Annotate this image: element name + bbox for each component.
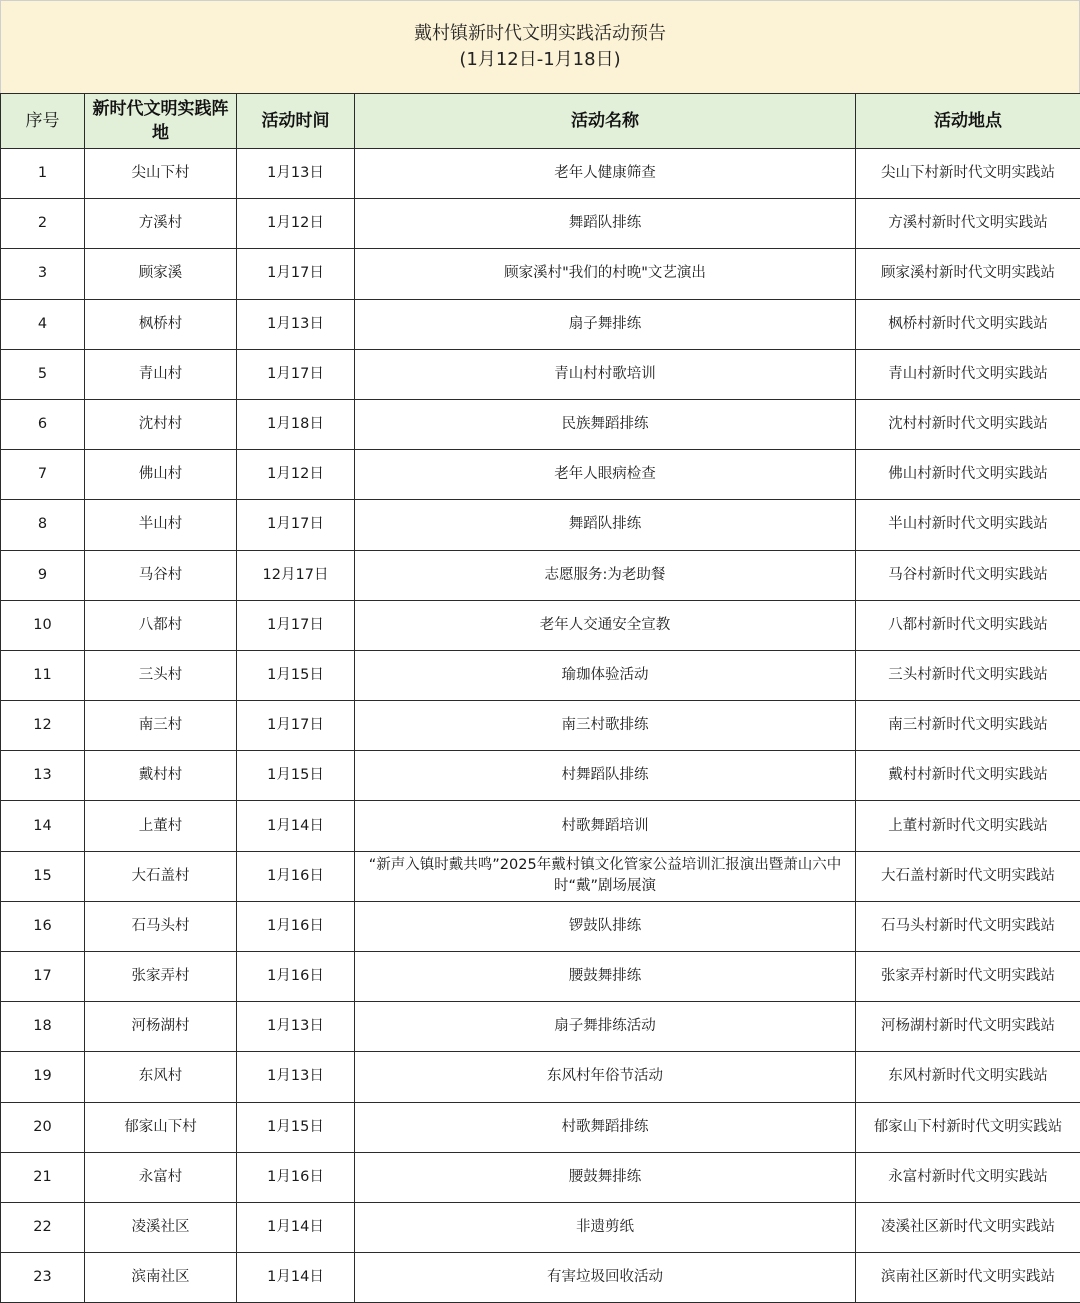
header-venue: 新时代文明实践阵地 xyxy=(85,94,237,149)
cell-seq: 23 xyxy=(1,1253,85,1303)
cell-seq: 10 xyxy=(1,600,85,650)
cell-location: 大石盖村新时代文明实践站 xyxy=(856,851,1080,901)
page-title: 戴村镇新时代文明实践活动预告 xyxy=(414,23,666,44)
cell-venue: 张家弄村 xyxy=(85,952,237,1002)
cell-name: 锣鼓队排练 xyxy=(355,901,856,951)
table-row xyxy=(1,701,1080,751)
table-row xyxy=(1,801,1080,851)
cell-seq: 9 xyxy=(1,550,85,600)
cell-time: 1月14日 xyxy=(237,801,355,851)
cell-time: 1月16日 xyxy=(237,851,355,901)
cell-venue: 方溪村 xyxy=(85,199,237,249)
cell-name: 村歌舞蹈培训 xyxy=(355,801,856,851)
cell-seq: 18 xyxy=(1,1002,85,1052)
cell-seq: 4 xyxy=(1,299,85,349)
cell-venue: 戴村村 xyxy=(85,751,237,801)
cell-name: 南三村歌排练 xyxy=(355,701,856,751)
table-row xyxy=(1,901,1080,951)
table-row xyxy=(1,1202,1080,1252)
cell-location: 石马头村新时代文明实践站 xyxy=(856,901,1080,951)
cell-name: 东风村年俗节活动 xyxy=(355,1052,856,1102)
cell-venue: 枫桥村 xyxy=(85,299,237,349)
cell-venue: 沈村村 xyxy=(85,399,237,449)
cell-time: 1月15日 xyxy=(237,1102,355,1152)
cell-time: 1月17日 xyxy=(237,600,355,650)
cell-venue: 佛山村 xyxy=(85,450,237,500)
cell-seq: 8 xyxy=(1,500,85,550)
cell-venue: 永富村 xyxy=(85,1152,237,1202)
table-row xyxy=(1,450,1080,500)
cell-time: 1月14日 xyxy=(237,1202,355,1252)
cell-seq: 21 xyxy=(1,1152,85,1202)
cell-seq: 5 xyxy=(1,349,85,399)
cell-venue: 三头村 xyxy=(85,650,237,700)
cell-time: 12月17日 xyxy=(237,550,355,600)
cell-name: 腰鼓舞排练 xyxy=(355,952,856,1002)
cell-venue: 八都村 xyxy=(85,600,237,650)
table-row xyxy=(1,1253,1080,1303)
cell-seq: 19 xyxy=(1,1052,85,1102)
table-row xyxy=(1,650,1080,700)
cell-location: 南三村新时代文明实践站 xyxy=(856,701,1080,751)
cell-venue: 凌溪社区 xyxy=(85,1202,237,1252)
cell-time: 1月13日 xyxy=(237,299,355,349)
schedule-table xyxy=(0,93,1080,1303)
table-row xyxy=(1,149,1080,199)
table-row xyxy=(1,399,1080,449)
cell-name: 舞蹈队排练 xyxy=(355,199,856,249)
cell-name: 民族舞蹈排练 xyxy=(355,399,856,449)
cell-name: 老年人健康筛查 xyxy=(355,149,856,199)
cell-location: 半山村新时代文明实践站 xyxy=(856,500,1080,550)
cell-time: 1月12日 xyxy=(237,199,355,249)
cell-seq: 15 xyxy=(1,851,85,901)
cell-seq: 16 xyxy=(1,901,85,951)
cell-location: 张家弄村新时代文明实践站 xyxy=(856,952,1080,1002)
cell-name: 老年人交通安全宣教 xyxy=(355,600,856,650)
table-row xyxy=(1,1152,1080,1202)
cell-location: 青山村新时代文明实践站 xyxy=(856,349,1080,399)
table-row xyxy=(1,500,1080,550)
cell-location: 戴村村新时代文明实践站 xyxy=(856,751,1080,801)
cell-venue: 尖山下村 xyxy=(85,149,237,199)
cell-name: 扇子舞排练活动 xyxy=(355,1002,856,1052)
cell-seq: 3 xyxy=(1,249,85,299)
cell-location: 马谷村新时代文明实践站 xyxy=(856,550,1080,600)
table-row xyxy=(1,550,1080,600)
cell-name: 志愿服务:为老助餐 xyxy=(355,550,856,600)
cell-name: 瑜珈体验活动 xyxy=(355,650,856,700)
cell-time: 1月13日 xyxy=(237,1052,355,1102)
table-row xyxy=(1,952,1080,1002)
header-seq: 序号 xyxy=(1,94,85,149)
cell-name: 顾家溪村"我们的村晚"文艺演出 xyxy=(355,249,856,299)
table-row xyxy=(1,249,1080,299)
cell-venue: 郁家山下村 xyxy=(85,1102,237,1152)
cell-venue: 半山村 xyxy=(85,500,237,550)
table-body xyxy=(1,149,1080,1303)
table-row xyxy=(1,751,1080,801)
cell-venue: 青山村 xyxy=(85,349,237,399)
header-location: 活动地点 xyxy=(856,94,1080,149)
cell-seq: 11 xyxy=(1,650,85,700)
cell-name: 青山村村歌培训 xyxy=(355,349,856,399)
table-header-row xyxy=(1,94,1080,149)
cell-time: 1月17日 xyxy=(237,500,355,550)
cell-venue: 南三村 xyxy=(85,701,237,751)
cell-name: 村舞蹈队排练 xyxy=(355,751,856,801)
cell-name: 非遗剪纸 xyxy=(355,1202,856,1252)
cell-seq: 17 xyxy=(1,952,85,1002)
cell-seq: 22 xyxy=(1,1202,85,1252)
cell-name: “新声入镇时戴共鸣”2025年戴村镇文化管家公益培训汇报演出暨萧山六中时“戴”剧场展演 xyxy=(355,851,856,901)
cell-time: 1月18日 xyxy=(237,399,355,449)
cell-time: 1月15日 xyxy=(237,751,355,801)
cell-time: 1月14日 xyxy=(237,1253,355,1303)
cell-time: 1月17日 xyxy=(237,249,355,299)
cell-location: 上董村新时代文明实践站 xyxy=(856,801,1080,851)
cell-location: 方溪村新时代文明实践站 xyxy=(856,199,1080,249)
cell-location: 滨南社区新时代文明实践站 xyxy=(856,1253,1080,1303)
date-range-subtitle: (1月12日-1月18日) xyxy=(459,49,621,70)
cell-location: 东风村新时代文明实践站 xyxy=(856,1052,1080,1102)
cell-name: 舞蹈队排练 xyxy=(355,500,856,550)
cell-location: 顾家溪村新时代文明实践站 xyxy=(856,249,1080,299)
cell-location: 佛山村新时代文明实践站 xyxy=(856,450,1080,500)
cell-name: 村歌舞蹈排练 xyxy=(355,1102,856,1152)
table-row xyxy=(1,349,1080,399)
table-row xyxy=(1,600,1080,650)
cell-name: 扇子舞排练 xyxy=(355,299,856,349)
cell-seq: 1 xyxy=(1,149,85,199)
table-row xyxy=(1,1002,1080,1052)
cell-seq: 2 xyxy=(1,199,85,249)
title-block xyxy=(0,0,1080,93)
cell-venue: 东风村 xyxy=(85,1052,237,1102)
cell-location: 河杨湖村新时代文明实践站 xyxy=(856,1002,1080,1052)
table-row xyxy=(1,199,1080,249)
table-row xyxy=(1,851,1080,901)
cell-time: 1月13日 xyxy=(237,1002,355,1052)
cell-name: 腰鼓舞排练 xyxy=(355,1152,856,1202)
cell-location: 永富村新时代文明实践站 xyxy=(856,1152,1080,1202)
cell-seq: 20 xyxy=(1,1102,85,1152)
cell-time: 1月16日 xyxy=(237,1152,355,1202)
cell-location: 八都村新时代文明实践站 xyxy=(856,600,1080,650)
cell-time: 1月16日 xyxy=(237,952,355,1002)
cell-venue: 上董村 xyxy=(85,801,237,851)
cell-time: 1月16日 xyxy=(237,901,355,951)
cell-venue: 大石盖村 xyxy=(85,851,237,901)
cell-name: 老年人眼病检查 xyxy=(355,450,856,500)
cell-seq: 6 xyxy=(1,399,85,449)
cell-seq: 14 xyxy=(1,801,85,851)
cell-venue: 马谷村 xyxy=(85,550,237,600)
cell-location: 凌溪社区新时代文明实践站 xyxy=(856,1202,1080,1252)
cell-location: 三头村新时代文明实践站 xyxy=(856,650,1080,700)
cell-venue: 顾家溪 xyxy=(85,249,237,299)
table-row xyxy=(1,299,1080,349)
cell-name: 有害垃圾回收活动 xyxy=(355,1253,856,1303)
cell-time: 1月12日 xyxy=(237,450,355,500)
cell-time: 1月17日 xyxy=(237,349,355,399)
cell-time: 1月17日 xyxy=(237,701,355,751)
header-name: 活动名称 xyxy=(355,94,856,149)
cell-venue: 石马头村 xyxy=(85,901,237,951)
cell-location: 郁家山下村新时代文明实践站 xyxy=(856,1102,1080,1152)
cell-seq: 7 xyxy=(1,450,85,500)
cell-location: 尖山下村新时代文明实践站 xyxy=(856,149,1080,199)
cell-location: 枫桥村新时代文明实践站 xyxy=(856,299,1080,349)
table-row xyxy=(1,1102,1080,1152)
cell-seq: 12 xyxy=(1,701,85,751)
header-time: 活动时间 xyxy=(237,94,355,149)
cell-seq: 13 xyxy=(1,751,85,801)
cell-time: 1月13日 xyxy=(237,149,355,199)
cell-venue: 滨南社区 xyxy=(85,1253,237,1303)
cell-venue: 河杨湖村 xyxy=(85,1002,237,1052)
table-row xyxy=(1,1052,1080,1102)
cell-location: 沈村村新时代文明实践站 xyxy=(856,399,1080,449)
cell-time: 1月15日 xyxy=(237,650,355,700)
